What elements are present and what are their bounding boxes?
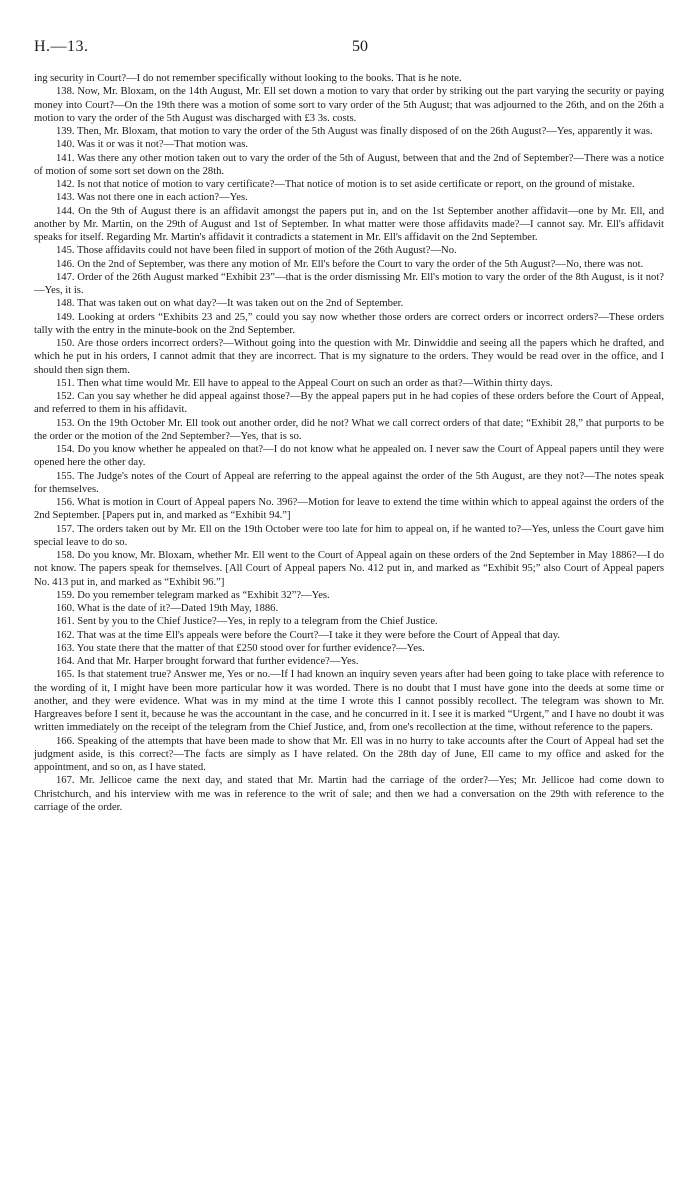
paragraph: 147. Order of the 26th August marked “Exhibit 23”—that is the order dismissing Mr. Ell's motion to vary the order of the 8th August, is it not?—Yes, it is. — [34, 271, 664, 296]
paragraph: 144. On the 9th of August there is an affidavit amongst the papers put in, and on the 1st September another affidavit—one by Mr. Ell, and another by Mr. Martin, on the 29th of August and 1st of September. In what matter were those affidavits made?—I cannot say. Mr. Ell's affidavit speaks for itself. Regarding Mr. Martin's affidavit it contradicts a statement in Mr. Ell's affidavit on the 2nd September. — [34, 205, 664, 243]
paragraph: 160. What is the date of it?—Dated 19th May, 1886. — [56, 603, 279, 614]
paragraph: 157. The orders taken out by Mr. Ell on the 19th October were too late for him to appeal on, if he wanted to?—Yes, unless the Court gave him special leave to do so. — [34, 523, 664, 548]
paragraph: 149. Looking at orders “Exhibits 23 and 25,” could you say now whether those orders are correct orders or incorrect orders?—These orders tally with the entry in the minute-book on the 2nd September. — [34, 311, 664, 336]
document-body — [34, 72, 664, 814]
page-number: 50 — [352, 38, 368, 55]
page-header — [34, 38, 664, 60]
paragraph: 145. Those affidavits could not have been filed in support of motion of the 26th August?—No. — [56, 245, 457, 257]
paragraph: 164. And that Mr. Harper brought forward that further evidence?—Yes. — [56, 656, 359, 667]
document-reference: H.—13. — [34, 38, 89, 55]
paragraph: 150. Are those orders incorrect orders?—Without going into the question with Mr. Dinwiddie and seeing all the papers which he drafted, and which he put in his orders, I cannot admit that they are incorrect. That is my signature to the orders. They would be read over in the office, and I should then sign them. — [34, 338, 664, 376]
paragraph: 152. Can you say whether he did appeal against those?—By the appeal papers put in he had copies of these orders before the Court of Appeal, and referred to them in his affidavit. — [34, 391, 664, 416]
paragraph: 142. Is not that notice of motion to vary certificate?—That notice of motion is to set aside certificate or report, on the ground of mistake. — [56, 179, 635, 190]
paragraph: 159. Do you remember telegram marked as “Exhibit 32”?—Yes. — [56, 589, 330, 601]
paragraph: 165. Is that statement true? Answer me, Yes or no.—If I had known an inquiry seven years after had been going to take place with reference to the wording of it, I might have been more particular how it was worded. There is no doubt that I must have gone into the deeds at some time or another, and they were evidence. What was in my mind at the time I wrote this I cannot possibly recollect. The telegram was shown to Mr. Hargreaves before I sent it, because he was the accountant in the case, and he concurred in it. I see it is marked “Urgent,” and I have no doubt it was written immediately on the receipt of the telegram from the Chief Justice, and, from one's recollection at the time, without reference to the papers. — [34, 669, 664, 734]
paragraph: 146. On the 2nd of September, was there any motion of Mr. Ell's before the Court to vary the order of the 5th August?—No, there was not. — [56, 258, 644, 270]
paragraph: 143. Was not there one in each action?—Yes. — [56, 192, 248, 204]
paragraph: 163. You state there that the matter of that £250 stood over for further evidence?—Yes. — [56, 642, 425, 654]
paragraph: 141. Was there any other motion taken out to vary the order of the 5th of August, between that and the 2nd of September?—There was a notice of motion of some sort set down on the 28th. — [34, 152, 664, 177]
paragraph: 162. That was at the time Ell's appeals were before the Court?—I take it they were before the Court of Appeal that day. — [56, 629, 561, 641]
paragraph: 161. Sent by you to the Chief Justice?—Yes, in reply to a telegram from the Chief Justice. — [56, 616, 438, 628]
paragraph: 156. What is motion in Court of Appeal papers No. 396?—Motion for leave to extend the time within which to appeal against the orders of the 2nd September. [Papers put in, and marked as “Exhibit 94.”] — [34, 497, 664, 522]
paragraph: 155. The Judge's notes of the Court of Appeal are referring to the appeal against the order of the 5th August, are they not?—The notes speak for themselves. — [34, 470, 664, 495]
paragraph: 138. Now, Mr. Bloxam, on the 14th August, Mr. Ell set down a motion to vary that order by striking out the part varying the security or paying money into Court?—On the 19th there was a motion of some sort to vary order of the 5th August; that was adjourned to the 26th, and on the 26th a motion to vary the order of the 5th August was discharged with £3 3s. costs. — [34, 86, 664, 124]
paragraph: 140. Was it or was it not?—That motion was. — [56, 139, 248, 151]
paragraph-continuation: ing security in Court?—I do not remember specifically without looking to the books. That is he note. — [34, 73, 462, 84]
paragraph: 158. Do you know, Mr. Bloxam, whether Mr. Ell went to the Court of Appeal again on these orders of the 2nd September in May 1886?—I do not know. The papers speak for themselves. [All Court of Appeal papers No. 412 put in, and marked as “Exhibit 95;” also Court of Appeal papers No. 413 put in, and marked as “Exhibit 96.”] — [34, 550, 664, 588]
paragraph: 151. Then what time would Mr. Ell have to appeal to the Appeal Court on such an order as that?—Within thirty days. — [56, 377, 553, 389]
paragraph: 139. Then, Mr. Bloxam, that motion to vary the order of the 5th August was finally disposed of on the 26th August?—Yes, apparently it was. — [56, 126, 653, 137]
paragraph: 148. That was taken out on what day?—It was taken out on the 2nd of September. — [56, 298, 404, 310]
paragraph: 154. Do you know whether he appealed on that?—I do not know what he appealed on. I never saw the Court of Appeal papers until they were opened here the other day. — [34, 444, 664, 469]
paragraph: 167. Mr. Jellicoe came the next day, and stated that Mr. Martin had the carriage of the order?—Yes; Mr. Jellicoe had come down to Christchurch, and his interview with me was in reference to the writ of sale; and then we had a conversation on the 29th with reference to the carriage of the order. — [34, 775, 664, 813]
paragraph: 153. On the 19th October Mr. Ell took out another order, did he not? What we call correct orders of that date; “Exhibit 28,” that purports to be the order or the motion of the 2nd September?—Yes, that is so. — [34, 417, 664, 442]
paragraph: 166. Speaking of the attempts that have been made to show that Mr. Ell was in no hurry to take accounts after the Court of Appeal had set the judgment aside, is this correct?—The facts are simply as I have related. On the 28th day of June, Ell came to my office and asked for the appointment, and so on, as I have stated. — [34, 735, 664, 773]
